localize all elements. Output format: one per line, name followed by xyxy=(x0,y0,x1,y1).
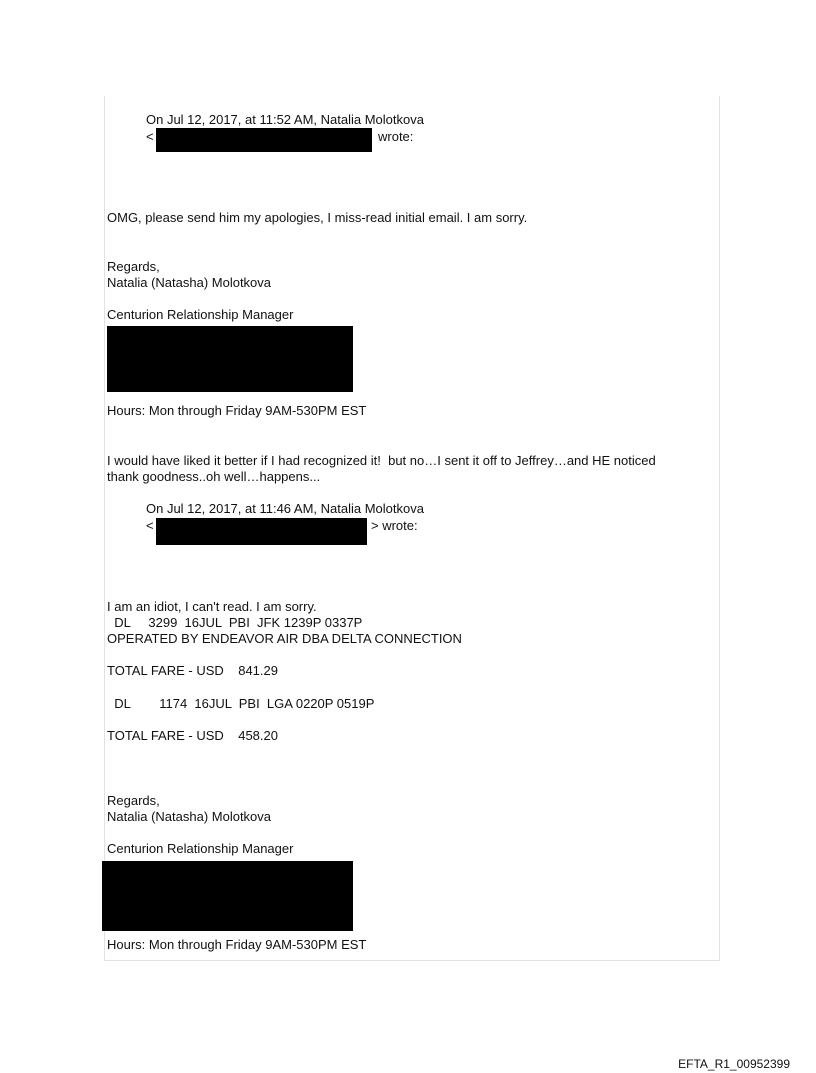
redaction-box xyxy=(107,326,353,392)
message-body: I am an idiot, I can't read. I am sorry. xyxy=(107,599,317,614)
signature-name: Natalia (Natasha) Molotkova xyxy=(107,809,272,824)
signature-regards: Regards, xyxy=(107,793,160,808)
signature-hours: Hours: Mon through Friday 9AM-530PM EST xyxy=(107,403,367,418)
redaction-box xyxy=(102,861,353,931)
redaction-box xyxy=(156,128,372,152)
document-id: EFTA_R1_00952399 xyxy=(678,1057,790,1071)
operated-by-line: OPERATED BY ENDEAVOR AIR DBA DELTA CONNECTION xyxy=(107,631,462,646)
message-body: OMG, please send him my apologies, I miss-read initial email. I am sorry. xyxy=(107,210,528,225)
redaction-box xyxy=(156,518,367,545)
fare-line: TOTAL FARE - USD 841.29 xyxy=(107,663,278,678)
flight-line: DL 1174 16JUL PBI LGA 0220P 0519P xyxy=(107,696,375,711)
signature-title: Centurion Relationship Manager xyxy=(107,307,294,322)
quote-email-open: < xyxy=(146,518,154,533)
fare-line: TOTAL FARE - USD 458.20 xyxy=(107,728,278,743)
flight-line: DL 3299 16JUL PBI JFK 1239P 0337P xyxy=(107,615,363,630)
signature-regards: Regards, xyxy=(107,259,160,274)
signature-name: Natalia (Natasha) Molotkova xyxy=(107,275,272,290)
quote-wrote: wrote: xyxy=(378,129,414,144)
signature-title: Centurion Relationship Manager xyxy=(107,841,294,856)
quote-wrote: > wrote: xyxy=(371,518,418,533)
signature-hours: Hours: Mon through Friday 9AM-530PM EST xyxy=(107,937,367,952)
reply-line: thank goodness..oh well…happens... xyxy=(107,469,321,484)
quote-header: On Jul 12, 2017, at 11:52 AM, Natalia Molotkova xyxy=(146,112,424,127)
quote-email-open: < xyxy=(146,129,154,144)
reply-line: I would have liked it better if I had recognized it! but no…I sent it off to Jeffrey…and HE noticed xyxy=(107,453,656,468)
quote-header: On Jul 12, 2017, at 11:46 AM, Natalia Molotkova xyxy=(146,501,424,516)
